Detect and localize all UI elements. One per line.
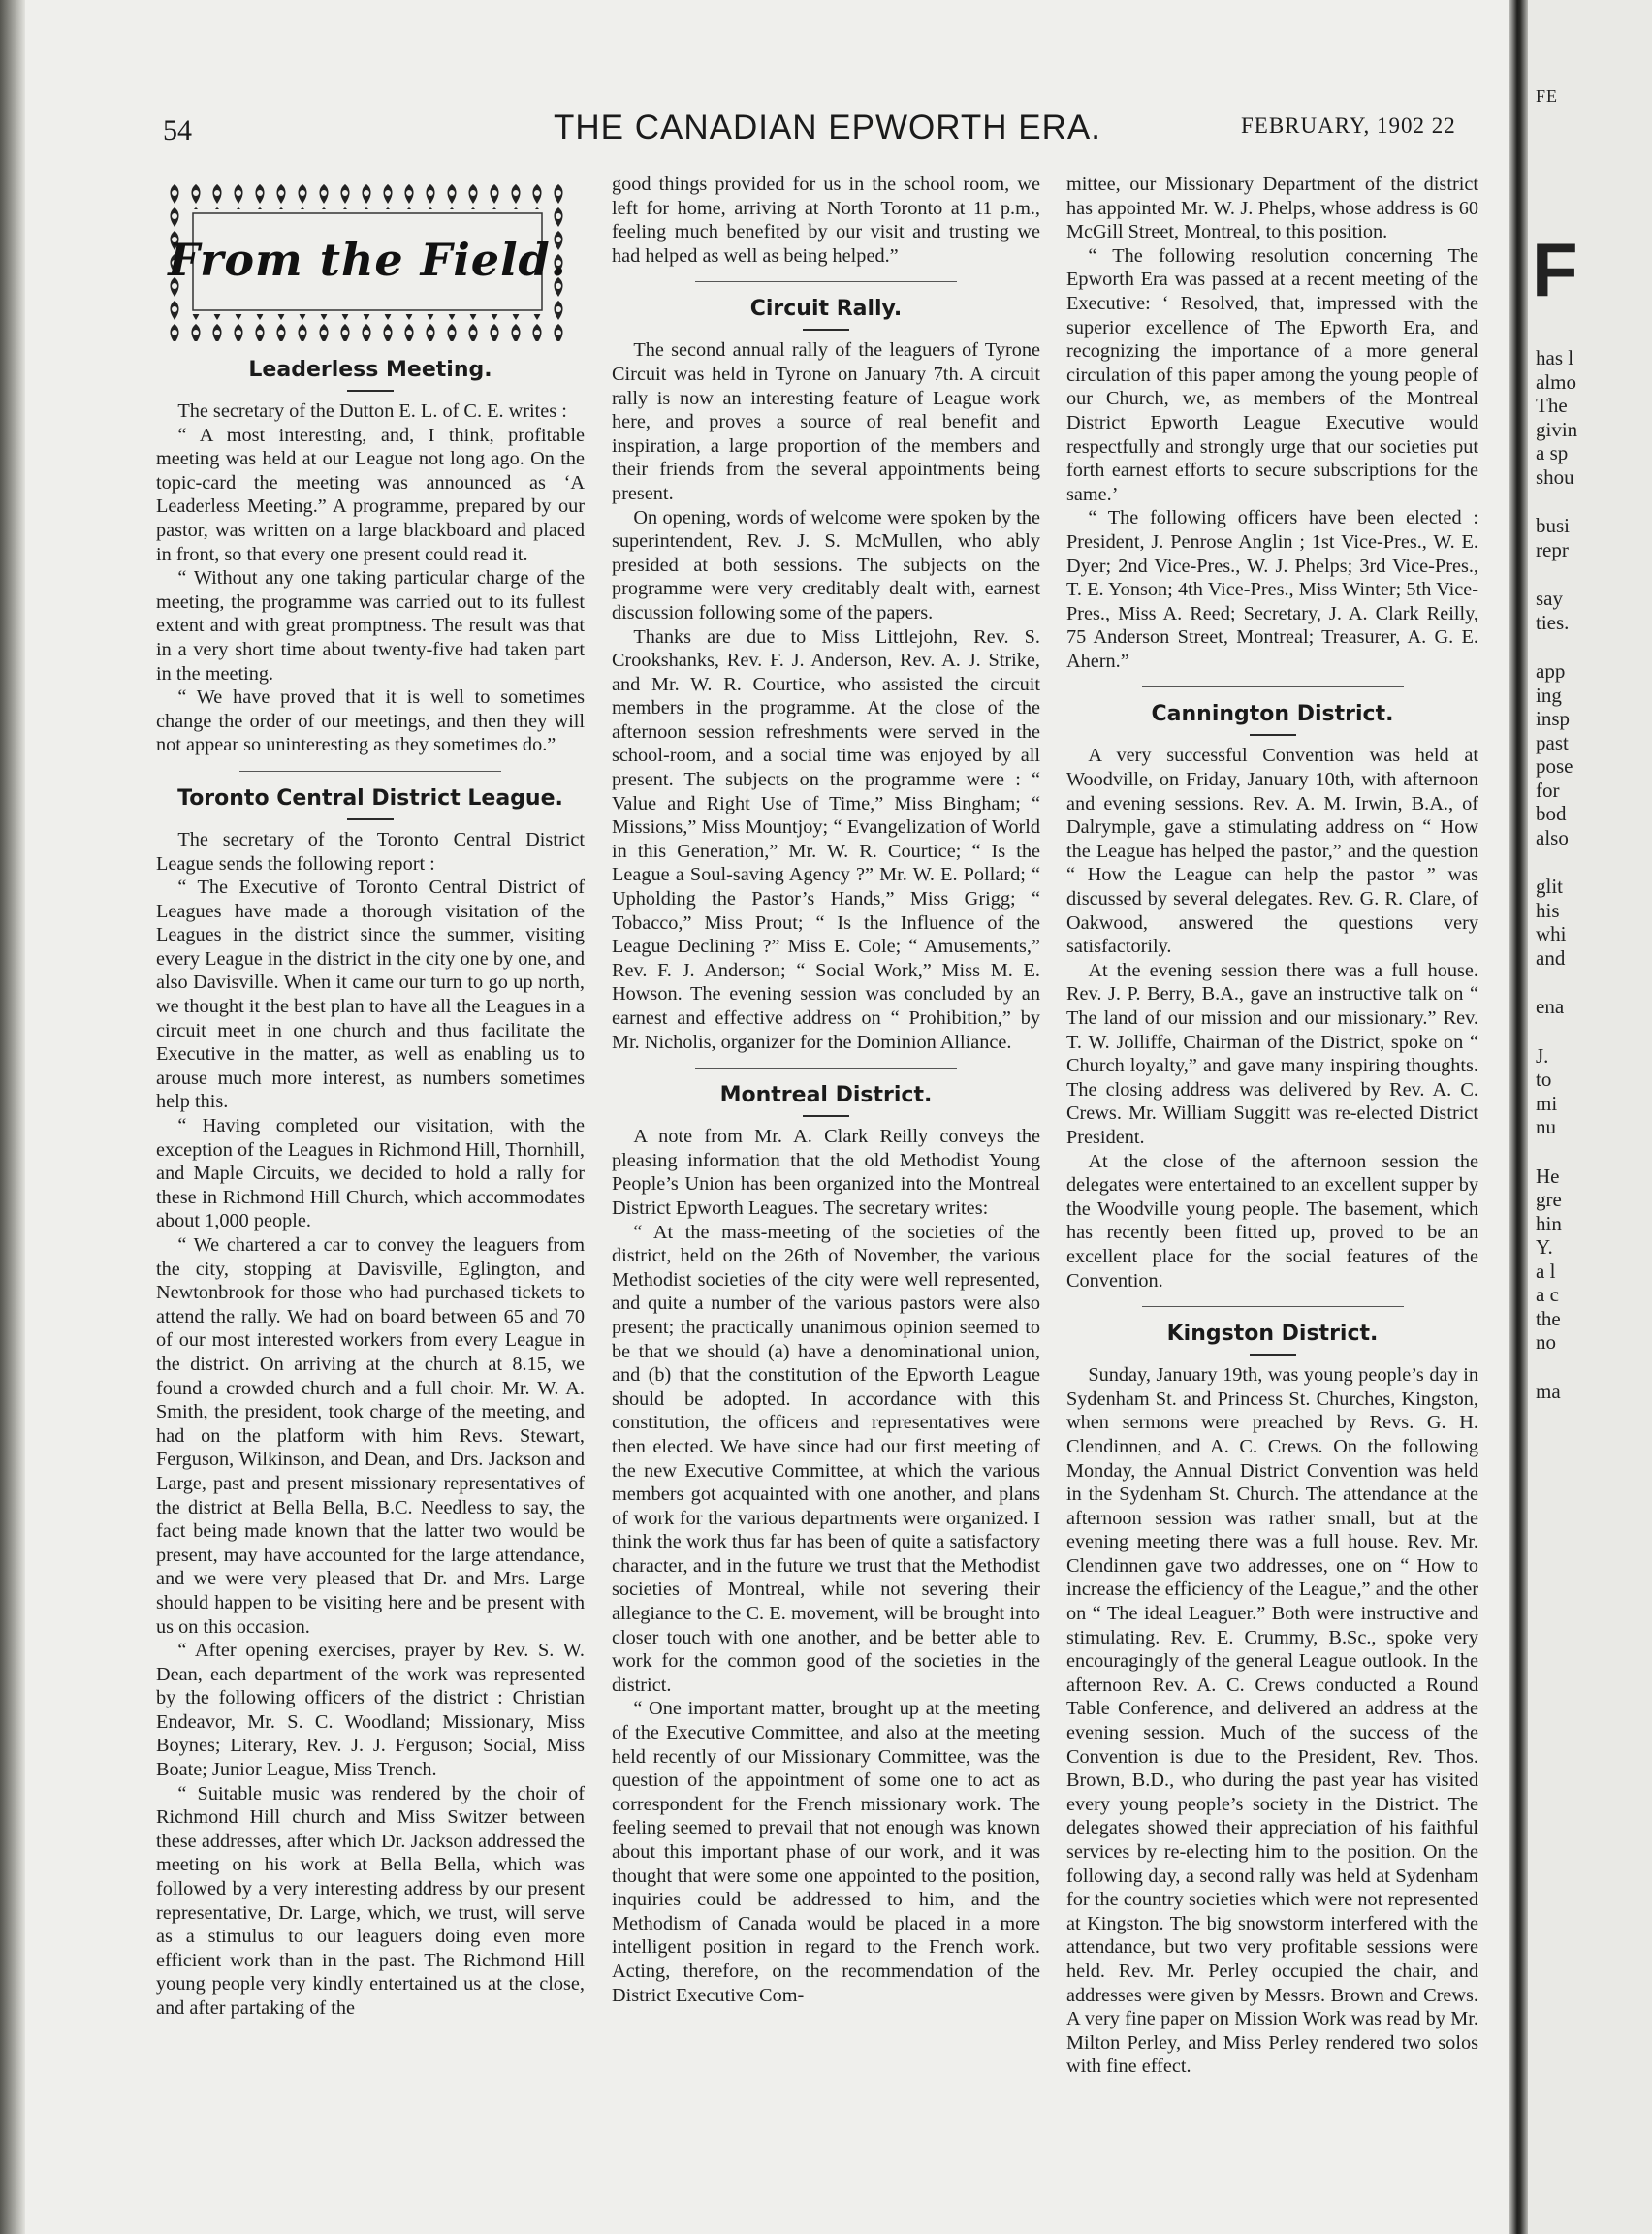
right-page-line: app xyxy=(1536,659,1566,683)
article-paragraph: The second annual rally of the leaguers of Tyrone Circuit was held in Tyrone on January 7th. A circuit rally is now an interesting feature of League work here, and proves a source of real benefit and inspiration, a large proportion of the members and their friends from the several appointments being present. xyxy=(612,339,1040,504)
article-paragraph: A very successful Convention was held at Woodville, on Friday, January 10th, with afternoon and evening sessions. Rev. A. M. Irwin, B.A., of Dalrymple, gave a stimulating address on “ How the League has helped the pastor,” and the question “ How the League can help the pastor ” was discussed by several delegates. Rev. G. R. Clare, of Oakwood, answered the questions very satisfactorily. xyxy=(1066,745,1478,958)
main-page xyxy=(25,0,1509,2234)
right-page-line: a sp xyxy=(1536,441,1569,464)
right-page-line: pose xyxy=(1536,754,1573,778)
right-page-line: nu xyxy=(1536,1115,1556,1138)
heading-rule xyxy=(347,390,394,392)
article-paragraph: “ A most interesting, and, I think, profitable meeting was held at our League not long ago. On the topic-card the meeting was announced as ‘A Leaderless Meeting.” A programme, prepared by our pastor, was written on a large blackboard and placed in front, so that every one present could read it. xyxy=(156,424,585,565)
article-paragraph: “ At the mass-meeting of the societies of the district, held on the 26th of November, the various Methodist societies of the city were well represented, and quite a number of the various pastors were also present; the practically unanimous opinion seemed to be that we should (a) have a denominational union, and (b) that the constitution of the Epworth League should be adopted. In accordance with this constitution, the officers and representatives were then elected. We have since had our first meeting of the new Executive Committee, at which the various members got acquainted with one another, and plans of work for the various departments were organized. I think the work thus far has been of quite a satisfactory character, and in the future we trust that the Methodist societies of Montreal, while not severing their allegiance to the C. E. movement, will be brought into closer touch with one another, and be better able to work for the common good of the societies in the district. xyxy=(612,1221,1040,1696)
article-paragraph: “ One important matter, brought up at the meeting of the Executive Committee, and also at the meeting held recently of our Missionary Committee, was the question of the appointment of some one to act as correspondent for the French missionary work. The feeling seemed to prevail that not enough was known about this important phase of our work, and it was thought that were some one appointed to the position, inquiries could be addressed to him, and the Methodism of Canada would be placed in a more intelligent position in regard to the French work. Acting, therefore, on the recommendation of the District Executive Com- xyxy=(612,1698,1040,2006)
article-heading: Toronto Central District League. xyxy=(177,785,563,811)
right-page-line: also xyxy=(1536,825,1569,849)
column-1 xyxy=(156,173,585,2209)
right-page-line: glit xyxy=(1536,875,1564,898)
right-page-line: repr xyxy=(1536,537,1569,561)
article-paragraph: “ After opening exercises, prayer by Rev. S. W. Dean, each department of the work was represented by the following officers of the district : Christian Endeavor, Mr. S. C. Woodland; Missionary, Miss Boynes; Literary, Rev. J. J. Ferguson; Social, Miss Boate; Junior League, Miss Trench. xyxy=(156,1640,585,1781)
right-page-line: almo xyxy=(1536,369,1576,394)
article-paragraph: “ We chartered a car to convey the leaguers from the city, stopping at Davisville, Eglington, and Newtonbrook for those who had purchased tickets to attend the rally. We had on board between 65 and 70 of our most interested workers from every League in the district. On arriving at the church at 8.15, we found a crowded church and a full choir. Mr. W. A. Smith, the president, took charge of the meeting, and had on the platform with him Revs. Stewart, Ferguson, Wilkinson, and Dean, and Drs. Jackson and Large, past and present missionary representatives of the district at Bella Bella, B.C. Needless to say, the fact being made known that the latter two would be present, may have accounted for the large attendance, and we were very pleased that Dr. and Mrs. Large should happen to be visiting here and be present with us on this occasion. xyxy=(156,1234,585,1638)
heading-rule xyxy=(1250,734,1296,736)
page-number: 54 xyxy=(163,114,192,146)
right-page-line: bod xyxy=(1536,802,1567,825)
section-divider xyxy=(695,1068,957,1069)
right-page-line: and xyxy=(1536,945,1566,970)
right-page-line: say xyxy=(1536,587,1563,610)
right-page-line: Y. xyxy=(1536,1235,1553,1259)
column-3 xyxy=(1066,173,1478,2209)
right-page-header: FE xyxy=(1536,86,1559,106)
article-paragraph: Sunday, January 19th, was young people’s day in Sydenham St. and Princess St. Churches, Kingston, when sermons were preached by Revs. G. H. Clendinnen, and A. C. Crews. On the following Monday, the Annual District Convention was held in the Sydenham St. Church. The attendance at the afternoon session was rather small, but at the evening meeting there was a full house. Rev. Mr. Clendinnen gave two addresses, one on “ How to increase the efficiency of the League,” and the other on “ The ideal Leaguer.” Both were instructive and stimulating. Rev. E. Crummy, B.Sc., spoke very encouragingly of the general League outlook. In the afternoon Rev. A. C. Crews conducted a Round Table Conference, and delivered an address at the evening session. Much of the success of the Convention is due to the President, Rev. Thos. Brown, B.D., who during the past year has visited every young people’s society in the District. The delegates showed their appreciation of his faithful services by re-electing him to the position. On the following day, a second rally was held at Sydenham for the country societies which were not represented at Kingston. The big snowstorm interfered with the attendance, but two very profitable sessions were held. Rev. Mr. Perley occupied the chair, and addresses were given by Messrs. Brown and Crews. A very fine paper on Mission Work was read by Mr. Milton Perley, and Miss Perley rendered two solos with fine effect. xyxy=(1066,1364,1478,2078)
right-page-line: hin xyxy=(1536,1211,1562,1235)
article-paragraph: A note from Mr. A. Clark Reilly conveys the pleasing information that the old Methodist Young People’s Union has been organized into the Montreal District Epworth Leagues. The secretary writes: xyxy=(612,1126,1040,1219)
right-page-line: He xyxy=(1536,1164,1560,1188)
heading-rule xyxy=(347,818,394,820)
right-page-line: ma xyxy=(1536,1379,1561,1403)
article-heading: Kingston District. xyxy=(1166,1322,1379,1347)
right-page-line: for xyxy=(1536,778,1560,802)
right-page-line: mi xyxy=(1536,1091,1558,1115)
right-page-line: past xyxy=(1536,730,1569,754)
right-page-line: givin xyxy=(1536,417,1578,441)
right-page-line: The xyxy=(1536,394,1568,417)
article-paragraph: “ Having completed our visitation, with the exception of the Leagues in Richmond Hill, Thornhill, and Maple Circuits, we decided to hold a rally for these in Richmond Hill Church, which accommodates about 1,000 people. xyxy=(156,1115,585,1232)
article-heading: Circuit Rally. xyxy=(749,297,903,322)
article-paragraph: The secretary of the Toronto Central District League sends the following report : xyxy=(156,828,585,875)
article-paragraph: The secretary of the Dutton E. L. of C. E. writes : xyxy=(177,400,567,422)
from-the-field-banner xyxy=(164,182,571,341)
left-page-edge xyxy=(0,0,25,2234)
article-paragraph: “ Suitable music was rendered by the choir of Richmond Hill church and Miss Switzer between these addresses, after which Dr. Jackson addressed the meeting on his work at Bella Bella, which was followed by a very interesting address by our present representative, Dr. Large, which, we trust, will serve as a stimulus to our leaguers doing even more efficient work than in the past. The Richmond Hill young people very kindly entertained us at the close, and after partaking of the xyxy=(156,1782,585,2019)
running-head xyxy=(25,105,1509,153)
section-divider xyxy=(239,771,501,772)
right-page-line: no xyxy=(1536,1330,1556,1354)
article-paragraph: On opening, words of welcome were spoken by the superintendent, Rev. J. S. McMullen, who ably presided at both sessions. The subjects on the programme were very creditably dealt with, earnest discussion following some of the papers. xyxy=(612,506,1040,623)
binding-gutter xyxy=(1509,0,1528,2234)
article-paragraph: “ The Executive of Toronto Central District of Leagues have made a thorough visitation of the Leagues in the district since the summer, visiting every League in the district in the city one by one, and also Davisville. When it came our turn to go up north, we thought it the best plan to have all the Leagues in a circuit meet in one church and thus facilitate the Executive in the matter, as well as enabling us to arouse much more interest, as numbers sometimes help this. xyxy=(156,877,585,1113)
heading-rule xyxy=(803,329,849,331)
article-paragraph: At the close of the afternoon session the delegates were entertained to an excellent supper by the Woodville young people. The basement, which has recently been fitted up, proved to be an excellent place for the social features of the Convention. xyxy=(1066,1150,1478,1292)
article-heading: Leaderless Meeting. xyxy=(248,358,492,382)
right-page-line: shou xyxy=(1536,464,1574,489)
right-page-line: insp xyxy=(1536,707,1571,730)
section-divider xyxy=(1142,1306,1404,1307)
section-divider xyxy=(1142,686,1404,687)
right-page-line: his xyxy=(1536,898,1560,922)
column-2 xyxy=(612,173,1040,2209)
right-page-line: whi xyxy=(1536,922,1567,945)
right-page-line: ena xyxy=(1536,995,1565,1018)
right-page-line: to xyxy=(1536,1068,1552,1091)
article-paragraph: “ The following officers have been elected : President, J. Penrose Anglin ; 1st Vice-Pres., W. E. Dyer; 2nd Vice-Pres., W. J. Phelps; 3rd Vice-Pres., T. E. Yonson; 4th Vice-Pres., Miss Winter; 5th Vice-Pres., Miss A. Reed; Secretary, J. A. Clark Reilly, 75 Anderson Street, Montreal; Treasurer, A. G. E. Ahern.” xyxy=(1066,507,1478,672)
banner-title: From the Field. xyxy=(168,234,567,286)
right-page-line: ties. xyxy=(1536,610,1570,634)
right-page-line: has l xyxy=(1536,346,1574,369)
article-paragraph: Thanks are due to Miss Littlejohn, Rev. S. Crookshanks, Rev. F. J. Anderson, Rev. A. J. Strike, and Mr. W. R. Courtice, who assisted the circuit members in the programme. At the close of the afternoon session refreshments were served in the school-room, and a social time was enjoyed by all present. The subjects on the programme were : “ Value and Right Use of Time,” Miss Bingham; “ Missions,” Miss Mountjoy; “ Evangelization of World in this Generation,” Mr. W. R. Courtice; “ Is the League a Soul-saving Agency ?” Mr. W. E. Pollard; “ Upholding the Pastor’s Hands,” Miss Grigg; “ Tobacco,” Miss Prout; “ Is the Influence of the League Declining ?” Miss E. Cole; “ Amusements,” Rev. F. J. Anderson; “ Social Work,” Miss M. E. Howson. The evening session was concluded by an earnest and effective address on “ Prohibition,” by Mr. Nicholis, organizer for the Dominion Alliance. xyxy=(612,625,1040,1053)
right-page-line: the xyxy=(1536,1306,1561,1330)
article-paragraph: “ Without any one taking particular charge of the meeting, the programme was carried out to its fullest extent and with great promptness. The result was that in a very short time about twenty-five had taken part in the meeting. xyxy=(156,567,585,685)
heading-rule xyxy=(803,1115,849,1117)
article-paragraph: “ We have proved that it is well to sometimes change the order of our meetings, and then they will not appear so uninteresting as they sometimes do.” xyxy=(156,686,585,756)
right-page-initial: F xyxy=(1532,227,1578,312)
right-page-fragment xyxy=(1528,0,1652,2234)
article-heading: Cannington District. xyxy=(1151,702,1394,727)
right-page-line: ing xyxy=(1536,683,1562,707)
article-paragraph: “ The following resolution concerning The Epworth Era was passed at a recent meeting of the Executive: ‘ Resolved, that, impressed with the superior excellence of The Epworth Era, and recognizing the importance of a more general circulation of this paper among the young people of our Church, we, as members of the Montreal District Epworth League Executive would respectfully and strongly urge that our societies put forth earnest efforts to secure subscriptions for the same.’ xyxy=(1066,244,1478,505)
journal-title: THE CANADIAN EPWORTH ERA. xyxy=(554,109,1101,146)
article-heading: Montreal District. xyxy=(719,1083,933,1108)
heading-rule xyxy=(1250,1354,1296,1356)
right-page-line: a l xyxy=(1536,1259,1556,1283)
right-page-line: J. xyxy=(1536,1043,1549,1068)
issue-date: FEBRUARY, 1902 22 xyxy=(1241,113,1456,138)
section-divider xyxy=(695,281,957,282)
right-page-line: a c xyxy=(1536,1283,1559,1306)
article-paragraph: At the evening session there was a full house. Rev. J. P. Berry, B.A., gave an instructive talk on “ The land of our mission and our missionary.” Rev. T. W. Jolliffe, Chairman of the District, spoke on “ Church loyalty,” and gave many inspiring thoughts. The closing address was delivered by Rev. A. C. Crews. Mr. William Suggitt was re-elected District President. xyxy=(1066,959,1478,1148)
right-page-line: gre xyxy=(1536,1188,1562,1211)
right-page-line: busi xyxy=(1536,514,1571,537)
article-paragraph: mittee, our Missionary Department of the district has appointed Mr. W. J. Phelps, whose address is 60 McGill Street, Montreal, to this position. xyxy=(1066,174,1478,243)
article-paragraph: good things provided for us in the school room, we left for home, arriving at North Toronto at 11 p.m., feeling much benefited by our visit and trusting we had helped as well as being helped.” xyxy=(612,174,1040,267)
